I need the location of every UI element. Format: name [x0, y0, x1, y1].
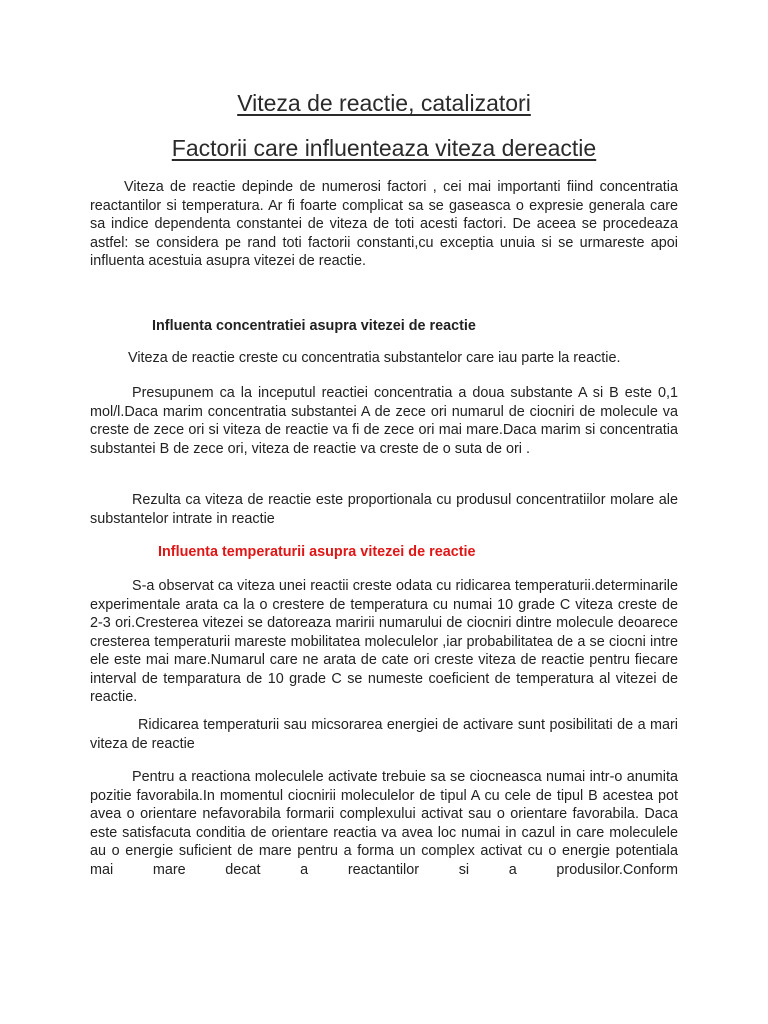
document-subtitle: Factorii care influenteaza viteza dereactie [171, 135, 597, 161]
concentration-paragraph-1: Viteza de reactie creste cu concentratia substantelor care iau parte la reactie. [128, 350, 621, 366]
temperature-paragraph-2: Ridicarea temperaturii sau micsorarea energiei de activare sunt posibilitati de a mari viteza de reactie [90, 717, 678, 752]
temperature-paragraph-3: Pentru a reactiona moleculele activate trebuie sa se ciocneasca numai intr-o anumita pozitie favorabila.In momentul ciocnirii moleculelor de tipul A cu cele de tipul B acestea pot avea o orientare nefavorabila formarii complexului activat sau o orientare favorabila. Daca este satisfacuta conditia de orientare reactia va avea loc numai in cazul in care moleculele au o energie suficient de mare pentru a forma un complex activat cu o energie potentiala mai mare decat a reactantilor si a produsilor.Conform [90, 769, 678, 878]
document-title: Viteza de reactie, catalizatori [237, 90, 531, 116]
concentration-paragraph-2: Presupunem ca la inceputul reactiei concentratia a doua substante A si B este 0,1 mol/l.Daca marim concentratia substantei A de zece ori numarul de ciocniri de molecule va creste de zece ori si viteza de reactie va fi de zece ori mai mare.Daca marim si concentratia substantei B de zece ori, viteza de reactie va creste de o suta de ori . [90, 385, 678, 457]
concentration-paragraph-3: Rezulta ca viteza de reactie este proportionala cu produsul concentratiilor molare ale substantelor intrate in reactie [90, 492, 678, 527]
temperature-paragraph-1: S-a observat ca viteza unei reactii creste odata cu ridicarea temperaturii.determinarile experimentale arata ca la o crestere de temperatura cu numai 10 grade C viteza creste de 2-3 ori.Cresterea vitezei se datoreaza maririi numarului de ciocniri dintre molecule deoarece cresterea temperaturii mareste mobilitatea moleculelor ,iar probabilitatea de a se ciocni intre ele este mai mare.Numarul care ne arata de cate ori creste viteza de reactie pentru fiecare interval de temparatura de 10 grade C se numeste coeficient de temperatura al vitezei de reactie. [90, 578, 678, 705]
section-heading-temperature: Influenta temperaturii asupra vitezei de reactie [158, 544, 476, 560]
section-heading-concentration: Influenta concentratiei asupra vitezei de reactie [152, 318, 476, 334]
intro-paragraph: Viteza de reactie depinde de numerosi factori , cei mai importanti fiind concentratia reactantilor si temperatura. Ar fi foarte complicat sa se gaseasca o expresie generala care sa indice dependenta constantei de viteza de toti acesti factori. De aceea se procedeaza astfel: se considera pe rand toti factorii constanti,cu exceptia unuia si se urmareste apoi influenta acestuia asupra vitezei de reactie. [90, 179, 678, 269]
